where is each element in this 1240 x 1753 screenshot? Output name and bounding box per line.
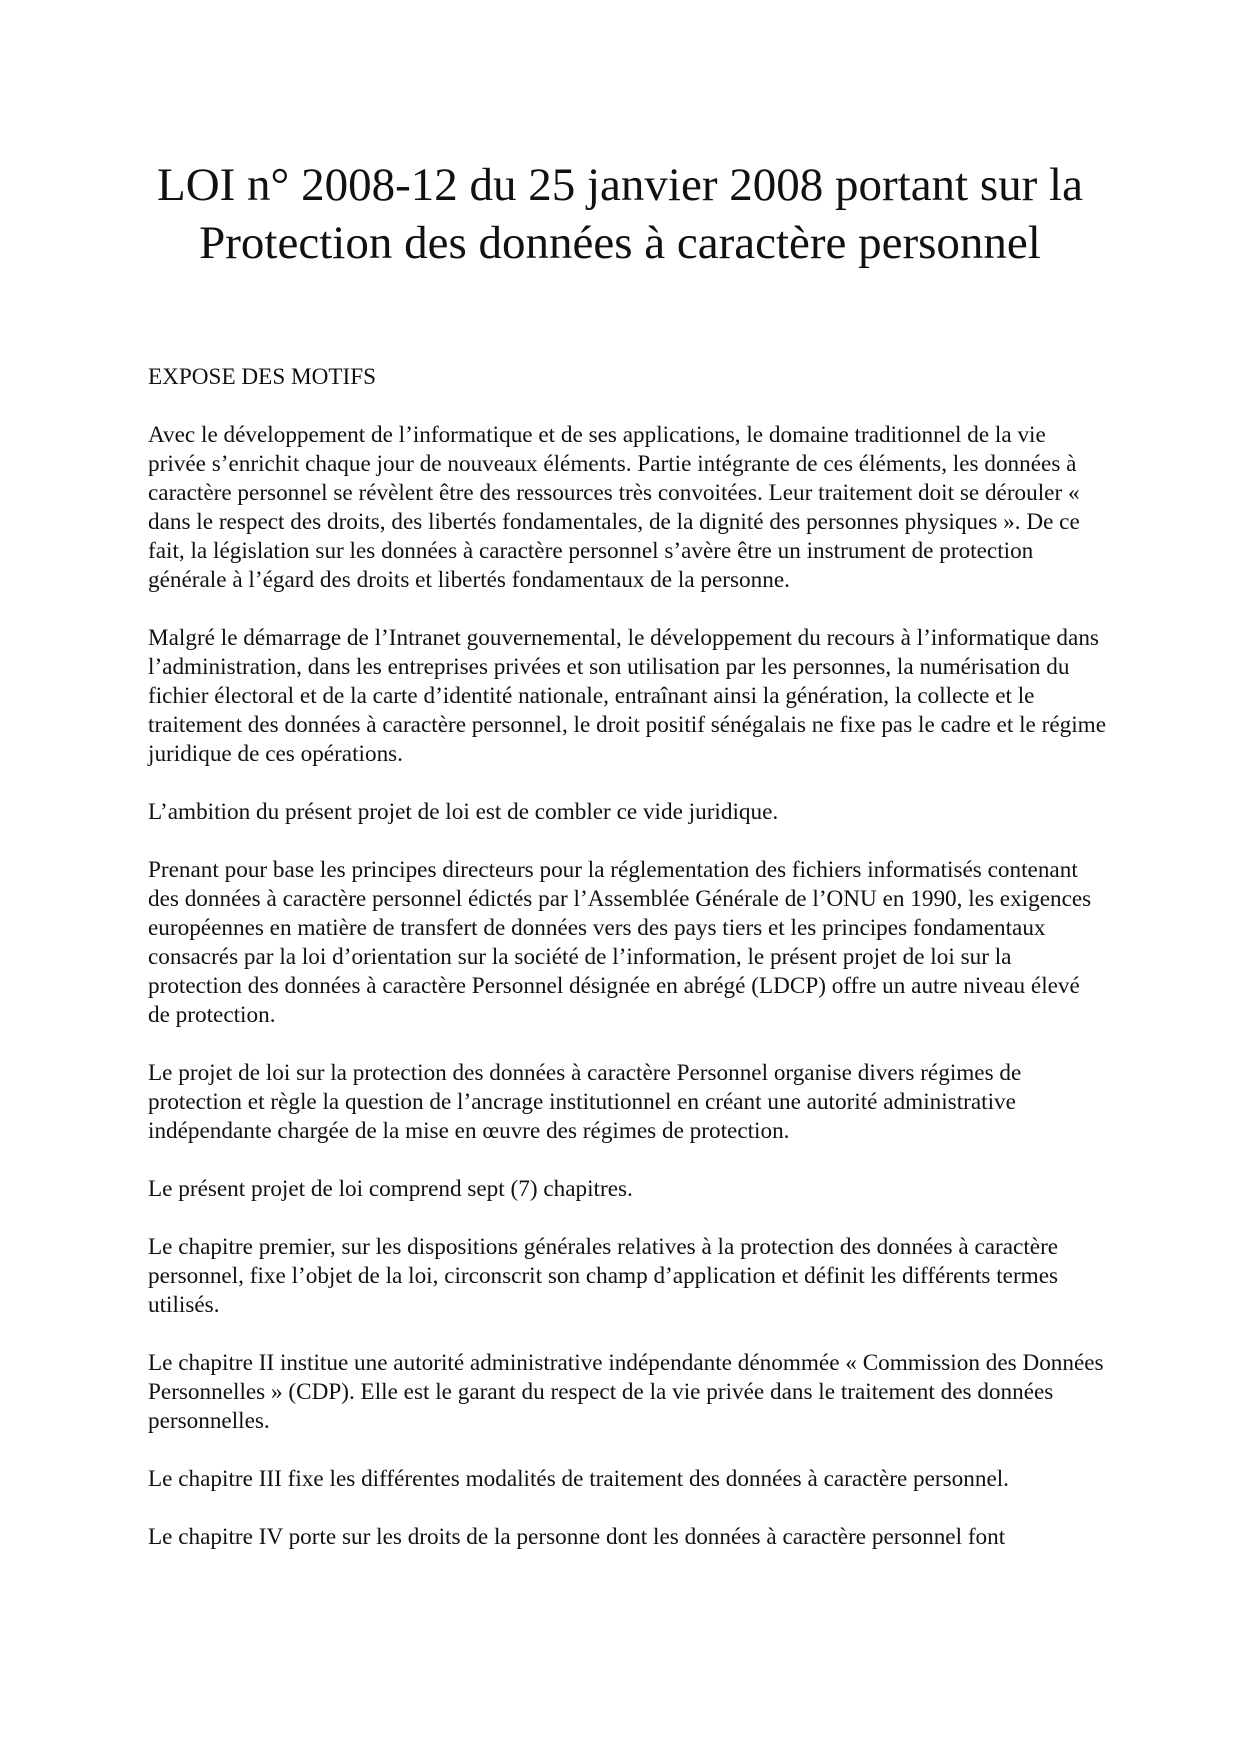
section-heading: EXPOSE DES MOTIFS xyxy=(148,364,377,390)
paragraph-chapter-1: Le chapitre premier, sur les dispositions générales relatives à la protection des données à caractère personnel, fixe l’objet de la loi, circonscrit son champ d’application et définit les différents termes utilisés. xyxy=(148,1234,1059,1318)
paragraph-principles: Prenant pour base les principes directeurs pour la réglementation des fichiers informatisés contenant des données à caractère personnel édictés par l’Assemblée Générale de l’ONU en 1990, les exigences européennes en matière de transfert de données vers des pays tiers et les principes fondamentaux consacrés par la loi d’orientation sur la société de l’information, le présent projet de loi sur la protection des données à caractère Personnel désignée en abrégé (LDCP) offre un autre niveau élevé de protection. xyxy=(148,857,1092,1028)
paragraph-context: Malgré le démarrage de l’Intranet gouvernemental, le développement du recours à l’informatique dans l’administration, dans les entreprises privées et son utilisation par les personnes, la numérisation du fichier électoral et de la carte d’identité nationale, entraînant ainsi la génération, la collecte et le traitement des données à caractère personnel, le droit positif sénégalais ne fixe pas le cadre et le régime juridique de ces opérations. xyxy=(148,625,1106,767)
document-title: LOI n° 2008-12 du 25 janvier 2008 portant sur la Protection des données à caractère personnel xyxy=(157,159,1083,269)
paragraph-intro: Avec le développement de l’informatique et de ses applications, le domaine traditionnel de la vie privée s’enrichit chaque jour de nouveaux éléments. Partie intégrante de ces éléments, les données à caractère personnel se révèlent être des ressources très convoitées. Leur traitement doit se dérouler « dans le respect des droits, des libertés fondamentales, de la dignité des personnes physiques ». De ce fait, la législation sur les données à caractère personnel s’avère être un instrument de protection générale à l’égard des droits et libertés fondamentaux de la personne. xyxy=(148,422,1080,593)
paragraph-regimes: Le projet de loi sur la protection des données à caractère Personnel organise divers régimes de protection et règle la question de l’ancrage institutionnel en créant une autorité administrative indépendante chargée de la mise en œuvre des régimes de protection. xyxy=(148,1060,1022,1144)
document-body xyxy=(148,363,1106,1581)
paragraph-chapter-2: Le chapitre II institue une autorité administrative indépendante dénommée « Commission des Données Personnelles » (CDP). Elle est le garant du respect de la vie privée dans le traitement des données personnelles. xyxy=(148,1350,1104,1434)
paragraph-ambition: L’ambition du présent projet de loi est de combler ce vide juridique. xyxy=(148,799,779,825)
paragraph-chapter-4: Le chapitre IV porte sur les droits de la personne dont les données à caractère personnel font xyxy=(148,1524,1006,1550)
paragraph-chapters-count: Le présent projet de loi comprend sept (7) chapitres. xyxy=(148,1176,633,1202)
paragraph-chapter-3: Le chapitre III fixe les différentes modalités de traitement des données à caractère personnel. xyxy=(148,1466,1009,1492)
